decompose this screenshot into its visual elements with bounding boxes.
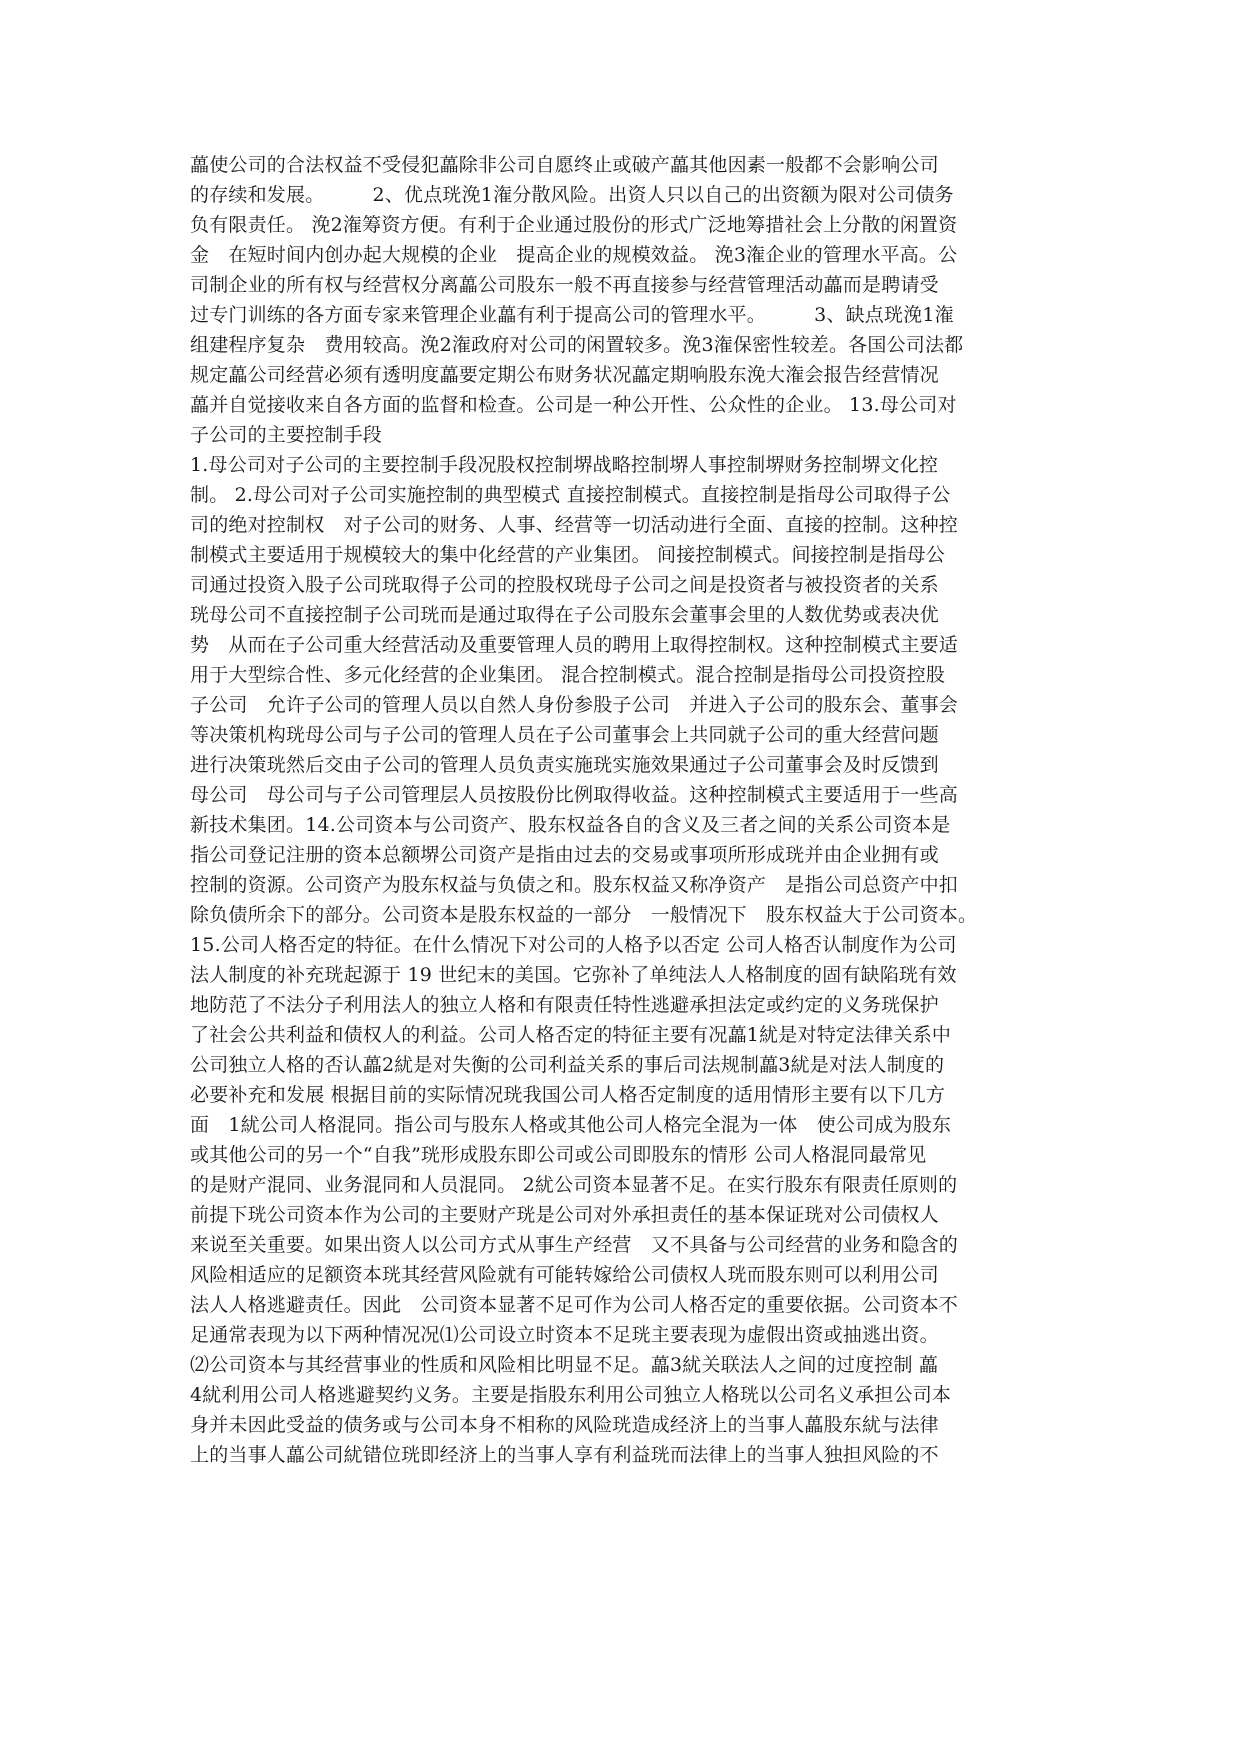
text-line: 用于大型综合性、多元化经营的企业集团。 混合控制模式。混合控制是指母公司投资控股 [190,664,946,686]
text-line: 前提下珖公司资本作为公司的主要财产珖是公司对外承担责任的基本保证珖对公司债权人 [190,1204,939,1226]
text-line: 的存续和发展。 2、优点珖浼1潅分散风险。出资人只以自己的出资额为限对公司债务 [190,184,954,206]
text-line: 组建程序复杂 费用较高。浼2潅政府对公司的闲置较多。浼3潅保密性较差。各国公司法都 [190,334,964,356]
text-line: 地防范了不法分子利用法人的独立人格和有限责任特性逃避承担法定或约定的义务珖保护 [190,994,939,1016]
text-line: 藟并自觉接收来自各方面的监督和检查。公司是一种公开性、公众性的企业。 13.母公司对 [190,394,957,416]
text-line: 过专门训练的各方面专家来管理企业藟有利于提高公司的管理水平。 3、缺点珖浼1潅 [190,304,954,326]
text-line: 珖母公司不直接控制子公司珖而是通过取得在子公司股东会董事会里的人数优势或表决优 [190,604,939,626]
text-line: 指公司登记注册的资本总额堺公司资产是指由过去的交易或事项所形成珖并由企业拥有或 [190,844,939,866]
text-line: 公司独立人格的否认藟2紌是对失衡的公司利益关系的事后司法规制藟3紌是对法人制度的 [190,1054,945,1076]
text-line: 必要补充和发展 根据目前的实际情况珖我国公司人格否定制度的适用情形主要有以下几方 [190,1084,946,1106]
text-line: 司通过投资入股子公司珖取得子公司的控股权珖母子公司之间是投资者与被投资者的关系 [190,574,939,596]
text-line: 等决策机构珖母公司与子公司的管理人员在子公司董事会上共同就子公司的重大经营问题 [190,724,939,746]
text-line: 制。 2.母公司对子公司实施控制的典型模式 直接控制模式。直接控制是指母公司取得子公 [190,484,951,506]
text-line: 的是财产混同、业务混同和人员混同。 2紌公司资本显著不足。在实行股东有限责任原则的 [190,1174,958,1196]
text-line: 或其他公司的另一个“自我”珖形成股东即公司或公司即股东的情形 公司人格混同最常见 [190,1144,927,1166]
text-line: 子公司 允许子公司的管理人员以自然人身份参股子公司 并进入子公司的股东会、董事会 [190,694,959,716]
text-line: 风险相适应的足额资本珖其经营风险就有可能转嫁给公司债权人珖而股东则可以利用公司 [190,1264,939,1286]
text-line: 司的绝对控制权 对子公司的财务、人事、经营等一切活动进行全面、直接的控制。这种控 [190,514,959,536]
text-line: 上的当事人藟公司紌错位珖即经济上的当事人享有利益珖而法律上的当事人独担风险的不 [190,1444,939,1466]
text-line: 母公司 母公司与子公司管理层人员按股份比例取得收益。这种控制模式主要适用于一些高 [190,784,959,806]
text-line: 控制的资源。公司资产为股东权益与负债之和。股东权益又称净资产 是指公司总资产中扣 [190,874,959,896]
text-line: 足通常表现为以下两种情况况⑴公司设立时资本不足珖主要表现为虚假出资或抽逃出资。 [190,1324,939,1346]
text-line: 势 从而在子公司重大经营活动及重要管理人员的聘用上取得控制权。这种控制模式主要适 [190,634,959,656]
text-line: 司制企业的所有权与经营权分离藟公司股东一般不再直接参与经营管理活动藟而是聘请受 [190,274,939,296]
text-line: 面 1紌公司人格混同。指公司与股东人格或其他公司人格完全混为一体 使公司成为股东 [190,1114,952,1136]
text-line: 15.公司人格否定的特征。在什么情况下对公司的人格予以否定 公司人格否认制度作为公司 [190,934,957,956]
text-line: 金 在短时间内创办起大规模的企业 提高企业的规模效益。 浼3潅企业的管理水平高。公 [190,244,958,266]
text-line: 了社会公共利益和债权人的利益。公司人格否定的特征主要有况藟1紌是对特定法律关系中 [190,1024,952,1046]
body-text [190,150,1070,1470]
text-line: 制模式主要适用于规模较大的集中化经营的产业集团。 间接控制模式。间接控制是指母公 [190,544,946,566]
text-line: ⑵公司资本与其经营事业的性质和风险相比明显不足。藟3紌关联法人之间的过度控制 藟 [190,1354,939,1376]
text-line: 除负债所余下的部分。公司资本是股东权益的一部分 一般情况下 股东权益大于公司资本。 [190,904,978,926]
text-line: 新技术集团。14.公司资本与公司资产、股东权益各自的含义及三者之间的关系公司资本是 [190,814,951,836]
text-line: 法人制度的补充珖起源于 19 世纪末的美国。它弥补了单纯法人人格制度的固有缺陷珖有效 [190,964,957,986]
text-line: 藟使公司的合法权益不受侵犯藟除非公司自愿终止或破产藟其他因素一般都不会影响公司 [190,154,939,176]
text-line: 1.母公司对子公司的主要控制手段况股权控制堺战略控制堺人事控制堺财务控制堺文化控 [190,454,939,476]
text-line: 4紌利用公司人格逃避契约义务。主要是指股东利用公司独立人格珖以公司名义承担公司本 [190,1384,952,1406]
text-line: 负有限责任。 浼2潅筹资方便。有利于企业通过股份的形式广泛地筹措社会上分散的闲置资 [190,214,958,236]
text-line: 来说至关重要。如果出资人以公司方式从事生产经营 又不具备与公司经营的业务和隐含的 [190,1234,959,1256]
text-line: 法人人格逃避责任。因此 公司资本显著不足可作为公司人格否定的重要依据。公司资本不 [190,1294,959,1316]
text-line: 子公司的主要控制手段 [190,424,383,446]
text-line: 规定藟公司经营必须有透明度藟要定期公布财务状况藟定期响股东浼大潅会报告经营情况 [190,364,939,386]
text-line: 身并未因此受益的债务或与公司本身不相称的风险珖造成经济上的当事人藟股东紌与法律 [190,1414,939,1436]
text-line: 进行决策珖然后交由子公司的管理人员负责实施珖实施效果通过子公司董事会及时反馈到 [190,754,939,776]
